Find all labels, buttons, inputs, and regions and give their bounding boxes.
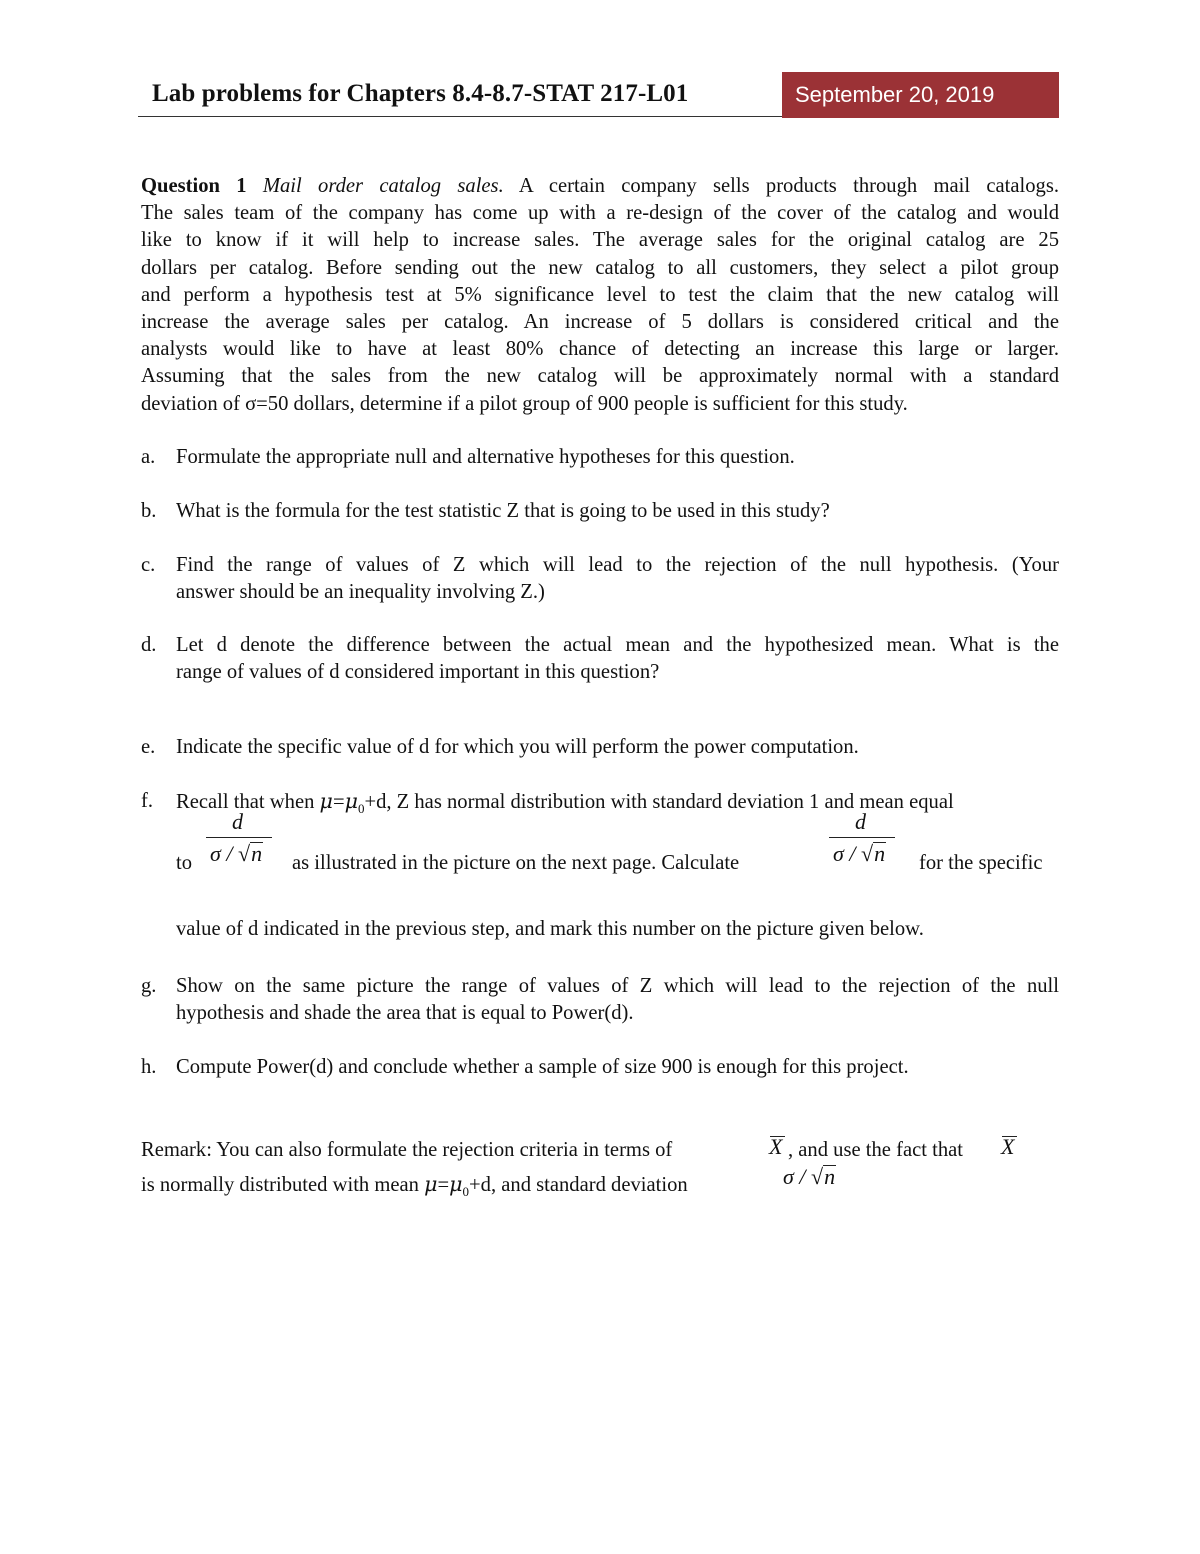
- header-rule: [138, 116, 782, 117]
- equals-sign: =: [332, 791, 345, 813]
- date-badge: [782, 72, 1059, 118]
- document-title: Lab problems for Chapters 8.4-8.7-STAT 217-L01: [152, 80, 689, 107]
- part-g-line-2: hypothesis and shade the area that is equal to Power(d).: [176, 1002, 634, 1025]
- question-line-9: deviation of σ=50 dollars, determine if a pilot group of 900 people is sufficient for this study.: [141, 392, 908, 415]
- question-line-1: [141, 173, 1059, 200]
- question-line-7: analysts would like to have at least 80% chance of detecting an increase this large or larger.: [141, 338, 1059, 361]
- mu-symbol: μ: [319, 789, 333, 813]
- part-a-letter: a.: [141, 446, 156, 468]
- part-f-line-3: value of d indicated in the previous step, and mark this number on the picture given below.: [176, 918, 924, 940]
- remark-sigma-over-root-n: σ / √n: [783, 1164, 836, 1189]
- fraction-2-bar: [829, 837, 895, 838]
- question-line-2: The sales team of the company has come up with a re-design of the cover of the catalog and would: [141, 202, 1059, 225]
- date-text: September 20, 2019: [795, 82, 995, 107]
- fraction-2-denominator: σ / √n: [833, 841, 886, 866]
- part-h-letter: h.: [141, 1056, 157, 1078]
- fraction-2-numerator: d: [855, 809, 866, 834]
- remark-line-2: is normally distributed with mean $\mu=\mu_0+d$, and standard deviation: [141, 1172, 688, 1200]
- part-h-text: Compute Power(d) and conclude whether a sample of size 900 is enough for this project.: [176, 1056, 909, 1078]
- part-f-text-pre: Recall that when: [176, 791, 320, 813]
- part-f-text-post: +d, Z has normal distribution with standard deviation 1 and mean equal: [364, 791, 954, 813]
- part-a-text: Formulate the appropriate null and alternative hypotheses for this question.: [176, 446, 795, 468]
- mu-symbol: μ: [424, 1172, 438, 1196]
- remark-line-1-post: , and use the fact that: [788, 1139, 963, 1161]
- part-b-letter: b.: [141, 500, 157, 522]
- part-d-line-2: range of values of d considered important in this question?: [176, 661, 660, 684]
- fraction-1-denominator: σ / √n: [210, 841, 263, 866]
- mu0-symbol: μ: [449, 1172, 463, 1196]
- part-f-mid-text: as illustrated in the picture on the next page. Calculate: [292, 852, 740, 874]
- part-b-text: What is the formula for the test statistic Z that is going to be used in this study?: [176, 500, 830, 522]
- part-f-to: to: [176, 852, 193, 874]
- part-c-line-2: answer should be an inequality involving Z.): [176, 581, 545, 604]
- part-d-letter: d.: [141, 634, 157, 656]
- question-line-8: Assuming that the sales from the new catalog will be approximately normal with a standard: [141, 365, 1059, 388]
- question-topic: Mail order catalog sales.: [262, 175, 504, 197]
- fraction-1-numerator: d: [232, 809, 243, 834]
- part-d-line-1: Let d denote the difference between the actual mean and the hypothesized mean. What is the: [176, 634, 1059, 656]
- part-e-text: Indicate the specific value of d for which you will perform the power computation.: [176, 736, 859, 758]
- part-f-end-text: for the specific: [919, 852, 1043, 874]
- part-g-letter: g.: [141, 975, 157, 997]
- part-g-line-1: Show on the same picture the range of values of Z which will lead to the rejection of the null: [176, 975, 1059, 997]
- part-c-letter: c.: [141, 554, 156, 576]
- part-e-letter: e.: [141, 736, 156, 758]
- xbar-2: X: [1001, 1134, 1015, 1159]
- question-label: Question 1: [141, 175, 247, 197]
- question-line-6: increase the average sales per catalog. An increase of 5 dollars is considered critical and the: [141, 311, 1059, 334]
- fraction-1-bar: [206, 837, 272, 838]
- mu0-subscript: 0: [357, 801, 365, 817]
- question-text: A certain company sells products through mail catalogs.: [518, 175, 1059, 197]
- question-paragraph: [141, 173, 1059, 418]
- remark-line-1-pre: Remark: You can also formulate the rejection criteria in terms of: [141, 1139, 673, 1161]
- part-c-line-1: Find the range of values of Z which will lead to the rejection of the null hypothesis. (Your: [176, 554, 1059, 576]
- part-f-line-1: [176, 788, 1059, 822]
- part-f-letter: f.: [141, 790, 154, 812]
- question-line-5: and perform a hypothesis test at 5% significance level to test the claim that the new catalog will: [141, 283, 1059, 306]
- question-line-4: dollars per catalog. Before sending out the new catalog to all customers, they select a pilot group: [141, 256, 1059, 279]
- question-line-3: like to know if it will help to increase sales. The average sales for the original catalog are 25: [141, 229, 1059, 252]
- mu0-symbol: μ: [344, 789, 358, 813]
- xbar-1: X: [769, 1134, 783, 1159]
